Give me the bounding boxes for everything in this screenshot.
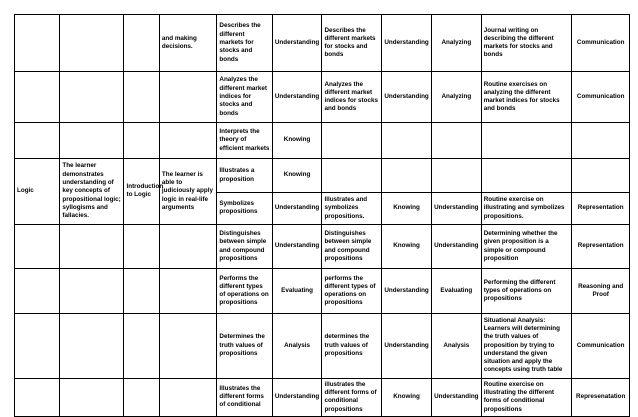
content-cell xyxy=(15,313,60,378)
topic-cell xyxy=(124,123,159,159)
performance-standard-cell xyxy=(159,313,217,378)
content-standard-cell xyxy=(60,72,124,123)
process-cell xyxy=(572,123,630,159)
objective-level-cell: Knowing xyxy=(382,193,432,225)
competency-level-cell: Analysis xyxy=(272,313,322,378)
objective-cell xyxy=(322,159,382,193)
competency-level-cell: Knowing xyxy=(272,123,322,159)
topic-cell xyxy=(124,224,159,269)
performance-standard-cell xyxy=(159,72,217,123)
competency-level-cell: Understanding xyxy=(272,15,322,72)
activity-cell: Routine exercise on illustrating the different forms of conditional propositions xyxy=(481,378,572,416)
content-cell xyxy=(15,123,60,159)
content-standard-cell xyxy=(60,378,124,416)
process-cell: Communication xyxy=(572,313,630,378)
content-standard-cell xyxy=(60,15,124,72)
objective-level-cell: Knowing xyxy=(382,378,432,416)
competency-cell: Illustrates a proposition xyxy=(217,159,272,193)
competency-cell: Describes the different markets for stocks and bonds xyxy=(217,15,272,72)
activity-cell: Routine exercise on illustrating and symbolizes propositions. xyxy=(481,193,572,225)
process-cell: Communication xyxy=(572,15,630,72)
competency-cell: Analyzes the different market indices for stocks and bonds xyxy=(217,72,272,123)
content-cell xyxy=(15,269,60,314)
assessment-level-cell: Understanding xyxy=(431,224,481,269)
competency-cell: Performs the different types of operations on propositions xyxy=(217,269,272,314)
competency-level-cell: Understanding xyxy=(272,193,322,225)
performance-standard-cell xyxy=(159,224,217,269)
competency-level-cell: Understanding xyxy=(272,72,322,123)
process-cell: Represenatation xyxy=(572,378,630,416)
curriculum-table xyxy=(14,14,630,417)
table-row xyxy=(15,15,630,72)
assessment-level-cell xyxy=(431,123,481,159)
content-cell xyxy=(15,378,60,416)
table-row xyxy=(15,269,630,314)
activity-cell: Determining whether the given proposition is a simple or compound proposition xyxy=(481,224,572,269)
objective-level-cell: Knowing xyxy=(382,224,432,269)
objective-level-cell: Understanding xyxy=(382,15,432,72)
assessment-level-cell: Evaluating xyxy=(431,269,481,314)
table-row xyxy=(15,313,630,378)
objective-cell: Illustrates and symbolizes propositions. xyxy=(322,193,382,225)
objective-level-cell xyxy=(382,123,432,159)
content-cell xyxy=(15,72,60,123)
performance-standard-cell: and making decisions. xyxy=(159,15,217,72)
assessment-level-cell: Understanding xyxy=(431,378,481,416)
activity-cell: Journal writing on describing the different markets for stocks and bonds xyxy=(481,15,572,72)
competency-cell: Interprets the theory of efficient markets xyxy=(217,123,272,159)
competency-cell: Symbolizes propositions xyxy=(217,193,272,225)
topic-cell xyxy=(124,72,159,123)
content-cell xyxy=(15,15,60,72)
objective-cell: Describes the different markets for stocks and bonds xyxy=(322,15,382,72)
assessment-level-cell: Understanding xyxy=(431,193,481,225)
table-row xyxy=(15,123,630,159)
competency-level-cell: Evaluating xyxy=(272,269,322,314)
topic-cell xyxy=(124,378,159,416)
assessment-level-cell: Analysis xyxy=(431,313,481,378)
competency-cell: Determines the truth values of propositions xyxy=(217,313,272,378)
competency-level-cell: Knowing xyxy=(272,159,322,193)
content-cell xyxy=(15,224,60,269)
activity-cell xyxy=(481,159,572,193)
topic-cell xyxy=(124,269,159,314)
process-cell xyxy=(572,159,630,193)
topic-cell xyxy=(124,15,159,72)
performance-standard-cell xyxy=(159,269,217,314)
process-cell: Reasoning and Proof xyxy=(572,269,630,314)
competency-level-cell: Understanding xyxy=(272,378,322,416)
table-row xyxy=(15,378,630,416)
activity-cell: Situational Analysis: Learners will determining the truth values of proposition by trying to understand the given situation and apply the concepts using truth table xyxy=(481,313,572,378)
objective-level-cell: Understanding xyxy=(382,313,432,378)
assessment-level-cell xyxy=(431,159,481,193)
topic-cell: Introduction to Logic xyxy=(124,159,159,225)
performance-standard-cell xyxy=(159,378,217,416)
process-cell: Representation xyxy=(572,224,630,269)
objective-cell: Distinguishes between simple and compound propositions xyxy=(322,224,382,269)
performance-standard-cell xyxy=(159,123,217,159)
objective-cell: Analyzes the different market indices for stocks and bonds xyxy=(322,72,382,123)
objective-cell: illustrates the different forms of conditional propositions xyxy=(322,378,382,416)
competency-cell: Distinguishes between simple and compound propositions xyxy=(217,224,272,269)
content-standard-cell xyxy=(60,123,124,159)
objective-cell: determines the truth values of propositions xyxy=(322,313,382,378)
competency-cell: Illustrates the different forms of conditional xyxy=(217,378,272,416)
activity-cell xyxy=(481,123,572,159)
objective-level-cell: Understanding xyxy=(382,269,432,314)
content-standard-cell: The learner demonstrates understanding of key concepts of propositional logic; syllogisms and fallacies. xyxy=(60,159,124,225)
objective-level-cell: Understanding xyxy=(382,72,432,123)
objective-cell xyxy=(322,123,382,159)
process-cell: Representation xyxy=(572,193,630,225)
content-standard-cell xyxy=(60,224,124,269)
competency-level-cell: Understanding xyxy=(272,224,322,269)
table-row xyxy=(15,159,630,193)
assessment-level-cell: Analyzing xyxy=(431,72,481,123)
content-standard-cell xyxy=(60,313,124,378)
table-row xyxy=(15,224,630,269)
activity-cell: Routine exercises on analyzing the different market indices for stocks and bonds xyxy=(481,72,572,123)
assessment-level-cell: Analyzing xyxy=(431,15,481,72)
objective-level-cell xyxy=(382,159,432,193)
objective-cell: performs the different types of operations on propositions xyxy=(322,269,382,314)
process-cell: Communication xyxy=(572,72,630,123)
content-standard-cell xyxy=(60,269,124,314)
content-cell: Logic xyxy=(15,159,60,225)
performance-standard-cell: The learner is able to judiciously apply logic in real-life arguments xyxy=(159,159,217,225)
topic-cell xyxy=(124,313,159,378)
activity-cell: Performing the different types of operations on propositions xyxy=(481,269,572,314)
table-row xyxy=(15,72,630,123)
